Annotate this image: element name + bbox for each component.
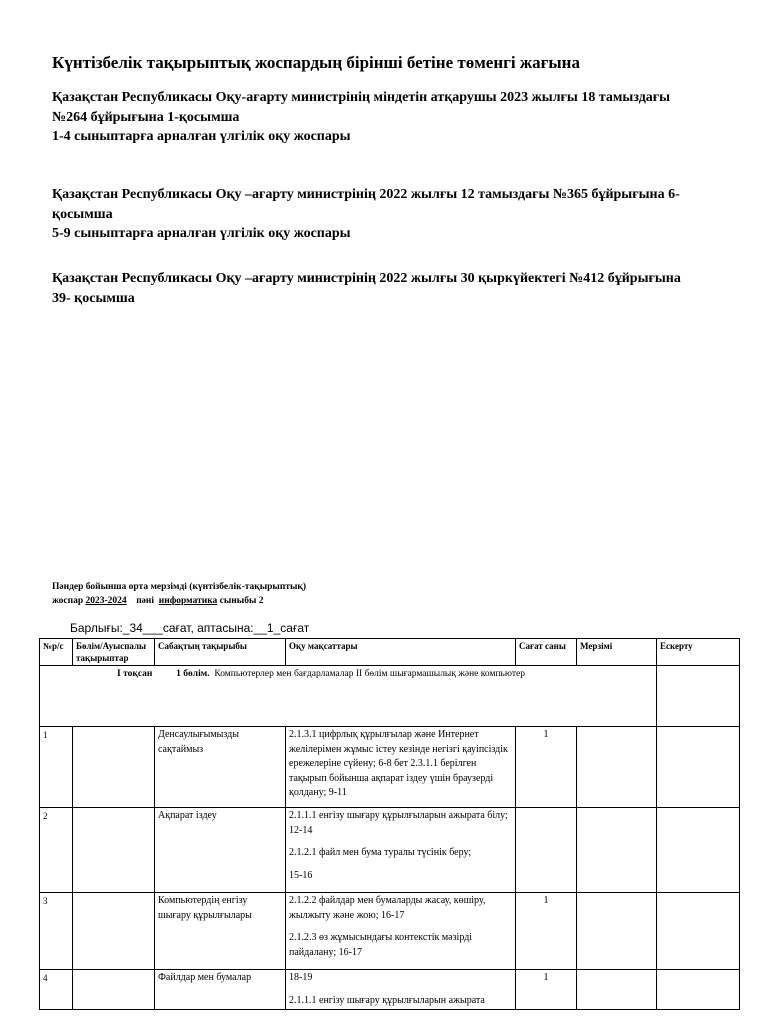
row-number: 1 bbox=[40, 727, 73, 808]
plan-table bbox=[39, 638, 740, 1010]
plan-caption-line2 bbox=[52, 594, 306, 608]
row-objectives bbox=[286, 727, 516, 808]
row-note bbox=[657, 970, 740, 1010]
reference-block-1 bbox=[52, 88, 742, 147]
plan-caption-prefix: жоспар bbox=[52, 596, 86, 606]
table-row bbox=[40, 808, 740, 893]
row-number: 4 bbox=[40, 970, 73, 1010]
row-date bbox=[577, 893, 657, 970]
plan-caption-subject-label: пәні bbox=[136, 596, 154, 606]
row-hours: 1 bbox=[516, 970, 577, 1010]
row-date bbox=[577, 808, 657, 893]
row-topic: Ақпарат іздеу bbox=[155, 808, 286, 893]
reference-line: қосымша bbox=[52, 206, 113, 222]
table-row bbox=[40, 727, 740, 808]
objective-text: 18-19 bbox=[289, 972, 313, 983]
plan-caption-year: 2023-2024 bbox=[85, 596, 127, 606]
objective-text: 2.1.1.1 енгізу шығару құрылғыларын ажырата білу; 12-14 bbox=[289, 810, 508, 836]
row-date bbox=[577, 970, 657, 1010]
row-topic: Компьютердің енгізу шығару құрылғылары bbox=[155, 893, 286, 970]
plan-caption-class: сыныбы 2 bbox=[219, 596, 264, 606]
table-header-row bbox=[40, 639, 740, 666]
plan-caption-subject: информатика bbox=[158, 596, 218, 606]
row-topic: Денсаулығымызды сақтаймыз bbox=[155, 727, 286, 808]
row-section bbox=[73, 808, 155, 893]
objective-text: 15-16 bbox=[289, 869, 313, 881]
header-date: Мерзімі bbox=[577, 639, 657, 666]
section-row bbox=[40, 666, 740, 727]
row-objectives bbox=[286, 893, 516, 970]
objective-text: 2.1.2.3 өз жұмысындағы контекстік мәзірді пайдалану; 16-17 bbox=[289, 932, 473, 958]
reference-line: 39- қосымша bbox=[52, 290, 135, 306]
reference-line: Қазақстан Республикасы Оқу –ағарту министрінің 2022 жылғы 30 қыркүйектегі №412 бұйрығына bbox=[52, 271, 681, 286]
row-hours bbox=[516, 808, 577, 893]
row-topic: Файлдар мен бумалар bbox=[155, 970, 286, 1010]
objective-text: 2.1.3.1 цифрлық құрылғылар және Интернет желілерімен жұмыс істеу кезінде негізгі қауіпсіздік ережелеріне сүйену; 6-8 бет 2.3.1.1 берілген тақырып бойынша ақпарат іздеу үшін браузерді қолдану; 9-11 bbox=[289, 729, 508, 798]
part-label: 1 бөлім. bbox=[176, 669, 210, 679]
header-section: Бөлім/Ауыспалы тақырыптар bbox=[73, 639, 155, 666]
row-section bbox=[73, 727, 155, 808]
section-text bbox=[43, 667, 653, 682]
header-note: Ескерту bbox=[657, 639, 740, 666]
row-date bbox=[577, 727, 657, 808]
objective-text: 2.1.1.1 енгізу шығару құрылғыларын ажырата bbox=[289, 994, 485, 1006]
row-number: 2 bbox=[40, 808, 73, 893]
row-number: 3 bbox=[40, 893, 73, 970]
objective-text: 2.1.2.2 файлдар мен бумаларды жасау, көшіру, жылжыту және жою; 16-17 bbox=[289, 895, 486, 921]
quarter-label: І тоқсан bbox=[117, 669, 153, 679]
header-number: №р/с bbox=[40, 639, 73, 666]
header-hours: Сағат саны bbox=[516, 639, 577, 666]
row-note bbox=[657, 893, 740, 970]
reference-block-3 bbox=[52, 269, 742, 308]
table-row bbox=[40, 893, 740, 970]
page-title: Күнтізбелік тақырыптық жоспардың бірінші бетіне төменгі жағына bbox=[52, 53, 580, 72]
header-topic: Сабақтың тақырыбы bbox=[155, 639, 286, 666]
section-cell bbox=[40, 666, 657, 727]
section-note-cell bbox=[657, 666, 740, 727]
part-text: Компьютерлер мен бағдарламалар ІІ бөлім шығармашылық және компьютер bbox=[214, 669, 525, 679]
reference-line: Қазақстан Республикасы Оқу-ағарту министрінің міндетін атқарушы 2023 жылғы 18 тамыздағы bbox=[52, 90, 671, 105]
row-hours: 1 bbox=[516, 727, 577, 808]
reference-line: №264 бұйрығына 1-қосымша bbox=[52, 109, 240, 125]
header-objectives: Оқу мақсаттары bbox=[286, 639, 516, 666]
total-hours-line: Барлығы:_34___сағат, аптасына:__1_сағат bbox=[70, 621, 310, 635]
row-section bbox=[73, 893, 155, 970]
reference-line: Қазақстан Республикасы Оқу –ағарту министрінің 2022 жылғы 12 тамыздағы №365 бұйрығына 6- bbox=[52, 187, 680, 202]
objective-text: 2.1.2.1 файл мен бума туралы түсінік беру; bbox=[289, 847, 472, 858]
plan-caption bbox=[52, 580, 306, 608]
row-note bbox=[657, 808, 740, 893]
reference-line: 5-9 сыныптарға арналған үлгілік оқу жоспары bbox=[52, 226, 351, 241]
row-note bbox=[657, 727, 740, 808]
table-row bbox=[40, 970, 740, 1010]
reference-block-2 bbox=[52, 185, 742, 244]
row-hours: 1 bbox=[516, 893, 577, 970]
row-section bbox=[73, 970, 155, 1010]
row-objectives bbox=[286, 970, 516, 1010]
plan-caption-line1: Пәндер бойынша орта мерзімді (күнтізбелік-тақырыптық) bbox=[52, 582, 307, 592]
reference-line: 1-4 сыныптарға арналған үлгілік оқу жоспары bbox=[52, 129, 351, 144]
row-objectives bbox=[286, 808, 516, 893]
